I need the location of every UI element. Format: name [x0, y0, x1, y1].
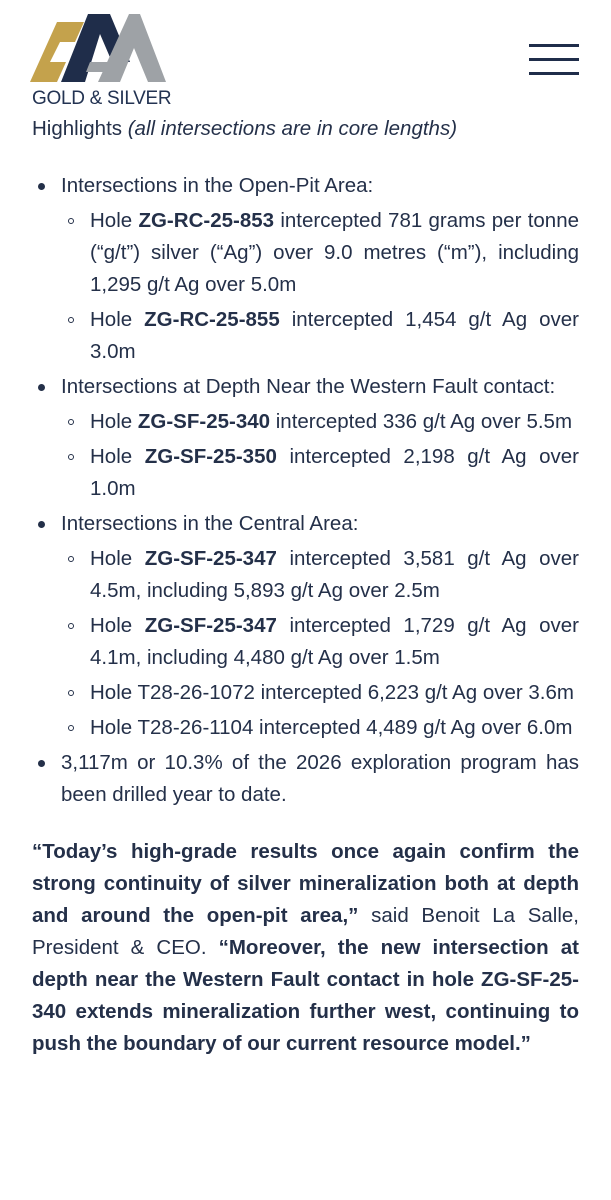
subitem-prefix: Hole	[90, 547, 133, 570]
highlight-subitem	[61, 677, 579, 709]
quote-part-1: “Today’s high-grade results once again confirm the strong continuity of silver mineralization both at depth and around the open-pit area,”	[32, 840, 579, 927]
site-header	[0, 0, 611, 115]
subitem-text: intercepted 2,198 g/t Ag over 1.0m	[90, 445, 579, 500]
hole-id: ZG-SF-25-350	[144, 445, 277, 468]
hole-id: ZG-SF-25-347	[144, 614, 277, 637]
menu-line	[529, 72, 579, 75]
highlight-item	[32, 371, 579, 505]
subitem-prefix: Hole	[90, 308, 133, 331]
highlight-subitem	[61, 441, 579, 505]
highlight-item	[32, 170, 579, 368]
hole-id: ZG-SF-25-347	[144, 547, 277, 570]
logo-mark-icon	[30, 12, 170, 84]
ceo-quote	[32, 836, 579, 1060]
highlight-sublist	[61, 205, 579, 368]
company-logo[interactable]	[30, 12, 170, 110]
highlights-note: (all intersections are in core lengths)	[127, 117, 458, 140]
subitem-text: intercepted 781 grams per tonne (“g/t”) silver (“Ag”) over 9.0 metres (“m”), including 1,295 g/t Ag over 5.0m	[90, 209, 579, 296]
subitem-prefix: Hole	[90, 209, 133, 232]
subitem-prefix: Hole	[90, 614, 133, 637]
highlight-item	[32, 747, 579, 811]
highlight-label: Intersections in the Central Area:	[61, 512, 359, 535]
menu-line	[529, 44, 579, 47]
highlight-subitem	[61, 610, 579, 674]
subitem-text: intercepted 336 g/t Ag over 5.5m	[275, 410, 573, 433]
highlight-subitem	[61, 712, 579, 744]
quote-part-2: “Moreover, the new intersection at depth near the Western Fault contact in hole ZG-SF-25-340 extends mineralization further west, continuing to push the boundary of our current resource model.”	[32, 936, 579, 1055]
article-content	[32, 115, 579, 1060]
logo-text: GOLD & SILVER	[32, 88, 172, 109]
highlight-sublist	[61, 543, 579, 744]
highlight-label: 3,117m or 10.3% of the 2026 exploration program has been drilled year to date.	[61, 751, 579, 806]
quote-attribution: said Benoit La Salle, President & CEO.	[32, 904, 579, 959]
highlight-label: Intersections in the Open-Pit Area:	[61, 174, 374, 197]
highlight-item	[32, 508, 579, 744]
subitem-prefix: Hole	[90, 681, 133, 704]
highlights-title: Highlights	[32, 117, 123, 140]
highlight-label: Intersections at Depth Near the Western Fault contact:	[61, 375, 556, 398]
highlights-heading	[32, 115, 579, 143]
hole-id: ZG-RC-25-853	[138, 209, 275, 232]
subitem-prefix: Hole	[90, 716, 133, 739]
highlight-subitem	[61, 205, 579, 301]
hole-id: ZG-RC-25-855	[144, 308, 280, 331]
hamburger-menu-icon[interactable]	[526, 40, 582, 82]
menu-line	[529, 58, 579, 61]
highlight-subitem	[61, 543, 579, 607]
highlight-subitem	[61, 406, 579, 438]
subitem-text: T28-26-1072 intercepted 6,223 g/t Ag over 3.6m	[137, 681, 574, 704]
subitem-text: intercepted 1,729 g/t Ag over 4.1m, including 4,480 g/t Ag over 1.5m	[90, 614, 579, 669]
subitem-prefix: Hole	[90, 410, 133, 433]
highlight-sublist	[61, 406, 579, 505]
highlights-list	[32, 170, 579, 811]
highlight-subitem	[61, 304, 579, 368]
subitem-prefix: Hole	[90, 445, 133, 468]
hole-id: ZG-SF-25-340	[137, 410, 271, 433]
subitem-text: intercepted 1,454 g/t Ag over 3.0m	[90, 308, 579, 363]
subitem-text: intercepted 3,581 g/t Ag over 4.5m, including 5,893 g/t Ag over 2.5m	[90, 547, 579, 602]
subitem-text: T28-26-1104 intercepted 4,489 g/t Ag over 6.0m	[137, 716, 573, 739]
